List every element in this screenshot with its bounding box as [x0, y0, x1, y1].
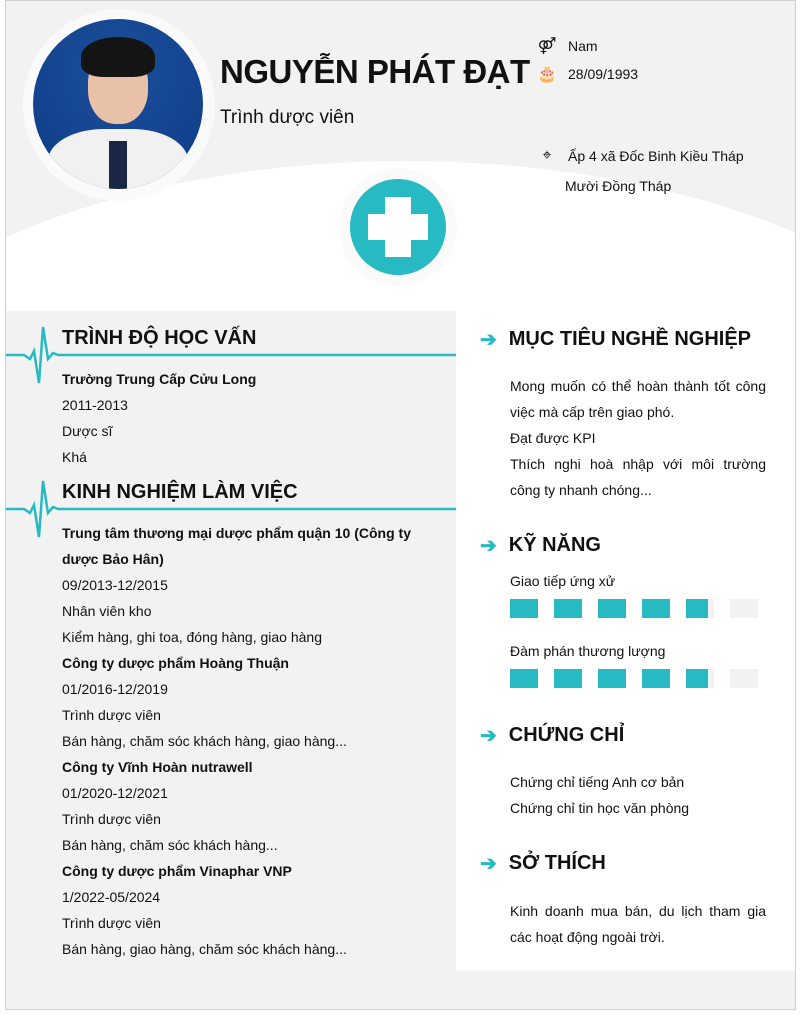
certificate-item: Chứng chỉ tiếng Anh cơ bản	[510, 774, 685, 790]
location-pin-icon: ⌖	[542, 147, 552, 164]
skill-bar-segment	[554, 599, 582, 618]
job-company: Công ty Vĩnh Hoàn nutrawell	[62, 759, 253, 775]
edu-grade: Khá	[62, 449, 87, 465]
job-company: dược Bảo Hân)	[62, 551, 164, 567]
section-heading-certificates: ➔ CHỨNG CHỈ	[480, 724, 625, 747]
skill-rating	[510, 669, 758, 688]
job-company: Công ty dược phẩm Hoàng Thuận	[62, 655, 289, 671]
skill-name: Giao tiếp ứng xử	[510, 573, 616, 589]
section-heading-objective: ➔ MỤC TIÊU NGHỀ NGHIỆP	[480, 328, 752, 351]
skill-bar-segment	[598, 599, 626, 618]
skill-bar-segment	[730, 599, 758, 618]
school-name: Trường Trung Cấp Cửu Long	[62, 371, 257, 387]
cake-icon: 🎂	[537, 66, 557, 83]
section-heading-skills: ➔ KỸ NĂNG	[480, 534, 601, 557]
left-column	[6, 311, 456, 1010]
objective-text: Mong muốn có thể hoàn thành tốt công việc mà cấp trên giao phó. Đạt được KPI Thích nghi hoà nhập với môi trường công ty nhanh chóng...	[510, 378, 766, 498]
job-desc: Bán hàng, chăm sóc khách hàng, giao hàng...	[62, 733, 347, 749]
job-role: Trình dược viên	[62, 707, 161, 723]
birthday-row: 🎂 28/09/1993	[537, 66, 639, 83]
skill-bar-segment	[554, 669, 582, 688]
job-title: Trình dược viên	[220, 107, 355, 128]
job-role: Nhân viên kho	[62, 603, 152, 619]
edu-period: 2011-2013	[62, 397, 128, 413]
job-company: Trung tâm thương mại dược phẩm quận 10 (Công ty	[62, 525, 411, 541]
skill-bar-segment	[730, 669, 758, 688]
job-role: Trình dược viên	[62, 811, 161, 827]
skill-bar-segment	[510, 669, 538, 688]
job-period: 01/2016-12/2019	[62, 681, 168, 697]
hobbies-text: Kinh doanh mua bán, du lịch tham gia các hoạt động ngoài trời.	[510, 903, 766, 945]
candidate-name: NGUYỄN PHÁT ĐẠT	[220, 53, 530, 90]
arrow-right-icon: ➔	[480, 329, 497, 351]
arrow-right-icon: ➔	[480, 535, 497, 557]
edu-major: Dược sĩ	[62, 423, 113, 439]
skill-bar-segment	[598, 669, 626, 688]
section-heading-education: TRÌNH ĐỘ HỌC VẤN	[62, 327, 257, 349]
job-desc: Bán hàng, chăm sóc khách hàng...	[62, 837, 278, 853]
skill-bar-segment	[642, 669, 670, 688]
job-desc: Bán hàng, giao hàng, chăm sóc khách hàng...	[62, 941, 347, 957]
certificate-item: Chứng chỉ tin học văn phòng	[510, 800, 690, 816]
address-line2: Mười Đồng Tháp	[565, 178, 672, 194]
address-row: ⌖ Ấp 4 xã Đốc Binh Kiều Tháp	[536, 147, 744, 165]
job-period: 09/2013-12/2015	[62, 577, 168, 593]
skill-rating	[510, 599, 758, 618]
skill-bar-segment	[642, 599, 670, 618]
job-period: 01/2020-12/2021	[62, 785, 168, 801]
section-heading-experience: KINH NGHIỆM LÀM VIỆC	[62, 481, 298, 503]
skill-bar-segment	[510, 599, 538, 618]
avatar	[33, 19, 203, 189]
cv-page	[5, 0, 796, 1010]
gender-icon: ⚤	[537, 38, 557, 55]
arrow-right-icon: ➔	[480, 725, 497, 747]
job-period: 1/2022-05/2024	[62, 889, 161, 905]
skill-name: Đàm phán thương lượng	[510, 643, 666, 659]
medical-cross-icon	[350, 179, 446, 275]
section-heading-hobbies: ➔ SỞ THÍCH	[480, 852, 606, 875]
job-role: Trình dược viên	[62, 915, 161, 931]
skill-bar-segment	[686, 669, 714, 688]
right-column	[456, 311, 796, 971]
job-company: Công ty dược phẩm Vinaphar VNP	[62, 863, 292, 879]
skill-bar-segment	[686, 599, 714, 618]
job-desc: Kiểm hàng, ghi toa, đóng hàng, giao hàng	[62, 629, 322, 645]
arrow-right-icon: ➔	[480, 853, 497, 875]
gender-row: ⚤ Nam	[537, 38, 598, 55]
